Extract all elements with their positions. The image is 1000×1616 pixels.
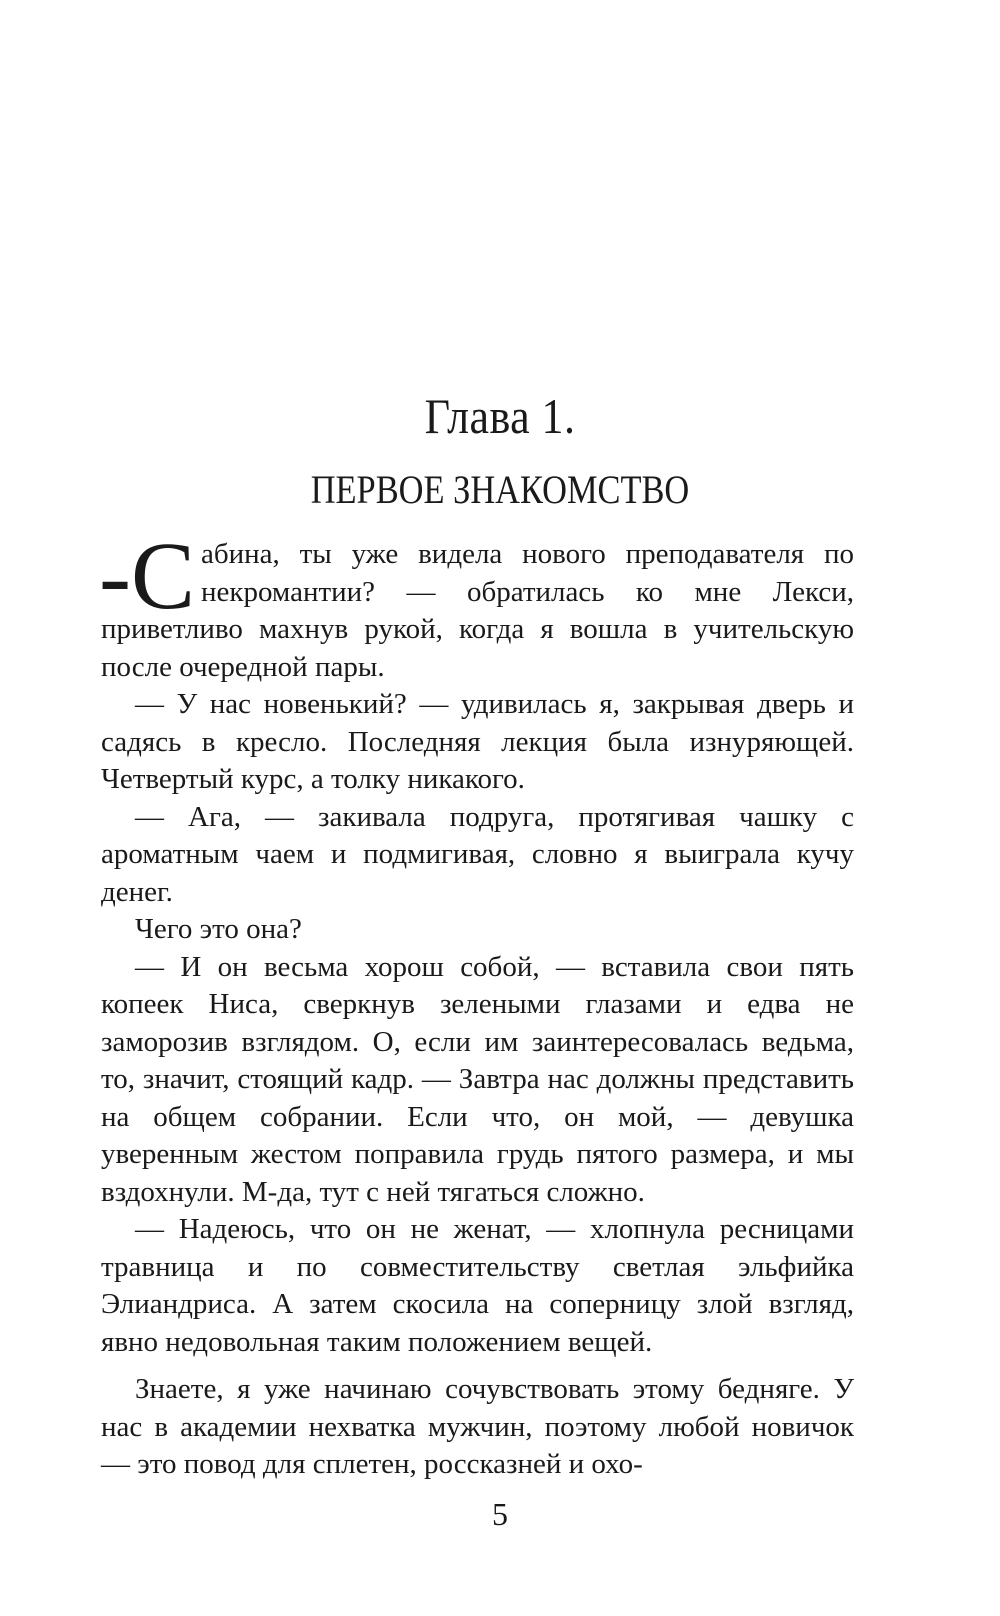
chapter-title: Глава 1. — [424, 388, 576, 444]
first-paragraph-text: абина, ты уже видела нового преподавателя по некромантии? — обратилась ко мне Лекси, приветливо махнув рукой, когда я вошла в учительскую после очередной пары. — [101, 538, 854, 683]
chapter-subtitle: ПЕРВОЕ ЗНАКОМСТВО — [310, 467, 690, 512]
paragraph: Чего это она? — [135, 913, 302, 945]
paragraph: — И он весьма хорош собой, — вставила свои пять копеек Ниса, сверкнув зелеными глазами и едва не заморозив взглядом. О, если им заинтересовалась ведьма, то, значит, стоящий кадр. — Завтра нас должны представить на общем собрании. Если что, он мой, — девушка уверенным жестом поправила грудь пятого размера, и мы вздохнули. М-да, тут с ней тягаться сложно. — [101, 950, 854, 1208]
page-number: 5 — [492, 1496, 508, 1532]
paragraph: — У нас новенький? — удивилась я, закрывая дверь и садясь в кресло. Последняя лекция была изнуряющей. Четвертый курс, а толку никакого. — [101, 688, 854, 795]
drop-cap: -С — [99, 522, 195, 629]
chapter-body — [99, 522, 854, 1484]
paragraph: Знаете, я уже начинаю сочувствовать этому бедняге. У нас в академии нехватка мужчин, поэтому любой новичок — это повод для сплетен, россказней и охо- — [101, 1373, 854, 1480]
paragraph: — Ага, — закивала подруга, протягивая чашку с ароматным чаем и подмигивая, словно я выиграла кучу денег. — [101, 800, 854, 908]
first-paragraph — [99, 522, 854, 686]
paragraph: — Надеюсь, что он не женат, — хлопнула ресницами травница и по совместительству светлая эльфийка Элиандриса. А затем скосила на соперницу злой взгляд, явно недовольная таким положением вещей. — [101, 1213, 854, 1358]
